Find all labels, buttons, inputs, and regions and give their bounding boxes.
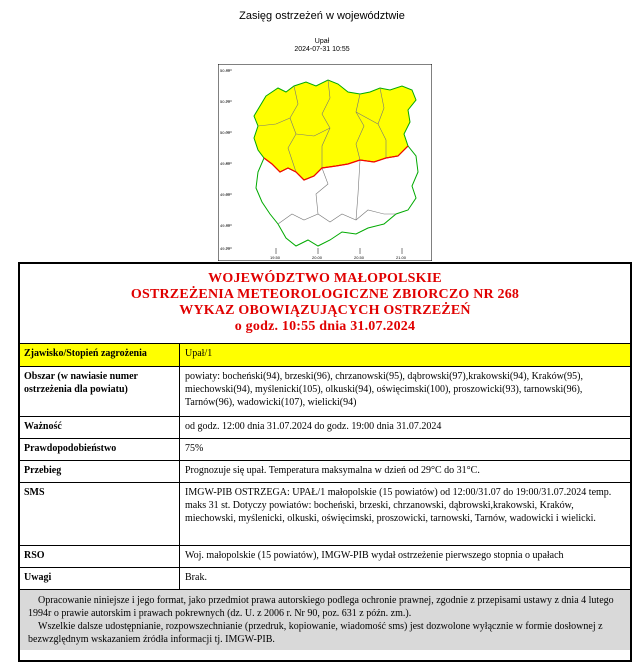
map-caption-title: Upał	[314, 38, 330, 45]
row-prawdopodobienstwo	[20, 439, 630, 461]
row-przebieg	[20, 461, 630, 483]
label-obszar: Obszar (w nawiasie numer ostrzeżenia dla powiatu)	[20, 367, 180, 416]
copyright-note	[20, 590, 630, 650]
label-rso: RSO	[20, 546, 180, 567]
label-uwagi: Uwagi	[20, 568, 180, 589]
label-waznosc: Ważność	[20, 417, 180, 438]
row-uwagi	[20, 568, 630, 590]
lat-label: 50.20	[220, 99, 231, 104]
row-rso	[20, 546, 630, 568]
row-waznosc	[20, 417, 630, 439]
value-waznosc: od godz. 12:00 dnia 31.07.2024 do godz. 19:00 dnia 31.07.2024	[185, 421, 442, 432]
report-header	[20, 264, 630, 344]
lat-label: 50.40	[220, 68, 231, 73]
value-przebieg: Prognozuje się upał. Temperatura maksymalna w dzień od 29°C do 31°C.	[185, 465, 480, 476]
value-obszar: powiaty: bocheński(94), brzeski(96), chrzanowski(95), dąbrowski(97),krakowski(94), Kraków(95), miechowski(94), myślenicki(105), olkuski(94), oświęcimski(100), proszowicki(93), tarnowski(96), Tarnów(96), wadowicki(107), wielicki(94)	[185, 371, 583, 408]
lat-label: 49.20	[220, 246, 231, 251]
report-header-list: WYKAZ OBOWIĄZUJĄCYCH OSTRZEŻEŃ	[179, 303, 471, 318]
label-przebieg: Przebieg	[20, 461, 180, 482]
lon-label: 20.50	[354, 255, 365, 260]
page-title: Zasięg ostrzeżeń w województwie	[239, 10, 405, 22]
lon-label: 19.50	[270, 255, 281, 260]
value-prawdopodobienstwo: 75%	[185, 443, 204, 454]
map-caption-date: 2024-07-31 10:55	[294, 46, 350, 53]
lat-label: 49.80	[220, 161, 231, 166]
value-sms: IMGW-PIB OSTRZEGA: UPAŁ/1 małopolskie (15 powiatów) od 12:00/31.07 do 19:00/31.07.2024 temp. maks 31 st. Dotyczy powiatów: bocheński, brzeski, chrzanowski, dąbrowski,krakowski, Kraków, miechowski, myślenicki, olkuski, oświęcimski, proszowicki, tarnowski, Tarnów, wadowicki i wielicki.	[185, 487, 612, 524]
row-sms	[20, 483, 630, 546]
label-prawdopodobienstwo: Prawdopodobieństwo	[20, 439, 180, 460]
lat-label: 49.60	[220, 192, 231, 197]
report-header-region: WOJEWÓDZTWO MAŁOPOLSKIE	[208, 271, 442, 286]
label-zjawisko: Zjawisko/Stopień zagrożenia	[20, 344, 180, 366]
warning-report	[18, 262, 632, 662]
label-sms: SMS	[20, 483, 180, 545]
row-zjawisko	[20, 344, 630, 367]
lon-label: 20.00	[312, 255, 323, 260]
map-svg	[218, 64, 432, 261]
value-uwagi: Brak.	[185, 572, 207, 583]
value-zjawisko: Upał/1	[185, 348, 213, 359]
lat-label: 50.00	[220, 130, 231, 135]
lat-label: 49.40	[220, 223, 231, 228]
copyright-paragraph: Opracowanie niniejsze i jego format, jako przedmiot prawa autorskiego podlega ochronie prawnej, zgodnie z przepisami ustawy z dnia 4 lutego 1994r o prawie autorskim i prawach pokrewnych (dz. U. z 2006 r. Nr 90, poz. 631 z późn. zm.).	[28, 595, 614, 619]
warning-map	[218, 64, 432, 261]
report-header-time: o godz. 10:55 dnia 31.07.2024	[234, 319, 416, 334]
report-header-number: OSTRZEŻENIA METEOROLOGICZNE ZBIORCZO NR 268	[130, 287, 520, 302]
row-obszar	[20, 367, 630, 417]
distribution-paragraph: Wszelkie dalsze udostępnianie, rozpowszechnianie (przedruk, kopiowanie, wiadomość sms) jest dozwolone wyłącznie w formie dosłownej z bezwzględnym wskazaniem źródła informacji tj. IMGW-PIB.	[28, 621, 603, 645]
lon-label: 21.00	[396, 255, 407, 260]
value-rso: Woj. małopolskie (15 powiatów), IMGW-PIB wydał ostrzeżenie pierwszego stopnia o upałach	[185, 550, 564, 561]
